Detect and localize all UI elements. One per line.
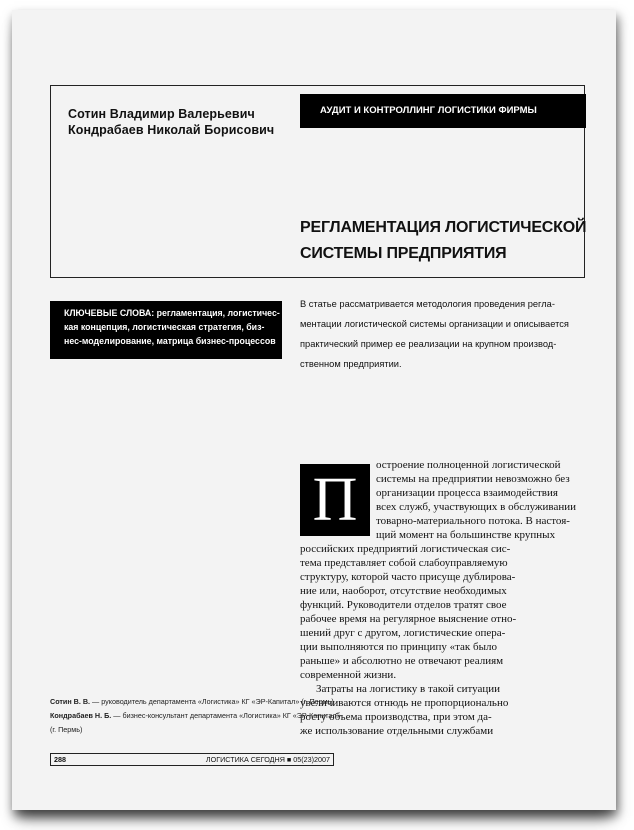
body-line: товарно-материального потока. В настоя- <box>376 515 570 527</box>
body-line: Затраты на логистику в такой ситуации <box>316 683 501 695</box>
body-line: функций. Руководители отделов тратят свое <box>300 599 507 611</box>
keywords-line: КЛЮЧЕВЫЕ СЛОВА: регламентация, логистичес- <box>64 308 280 318</box>
title-line: РЕГЛАМЕНТАЦИЯ ЛОГИСТИЧЕСКОЙ <box>300 219 587 236</box>
author-name: Кондрабаев Николай Борисович <box>68 123 275 137</box>
author-note-text: — руководитель департамента «Логистика» КГ «ЭР-Капитал» (г. Пермь) <box>90 697 334 706</box>
body-line: системы на предприятии невозможно без <box>376 473 570 485</box>
body-line: щий момент на большинстве крупных <box>376 529 556 541</box>
body-line: же использование отдельными службами <box>300 725 494 737</box>
body-line: росту объема производства, при этом да- <box>300 711 492 723</box>
article-title <box>300 215 587 267</box>
authors <box>68 106 274 138</box>
author-note-name: Сотин В. В. <box>50 697 91 706</box>
body-line: современной жизни. <box>300 669 397 681</box>
author-notes <box>50 695 340 737</box>
abstract <box>300 294 600 374</box>
body-line: раньше» и абсолютно не отвечают реалиям <box>300 655 504 667</box>
article-body <box>300 458 588 738</box>
author-note <box>50 695 340 709</box>
author-note-name: Кондрабаев Н. Б. <box>50 711 112 720</box>
keywords-line: кая концепция, логистическая стратегия, биз- <box>64 322 265 332</box>
abstract-line: ментации логистической системы организации и описывается <box>300 319 569 329</box>
body-line: российских предприятий логистическая сис- <box>300 543 511 555</box>
journal-issue: ЛОГИСТИКА СЕГОДНЯ ■ 05(23)2007 <box>205 755 330 764</box>
body-line: ние или, наоборот, отсутствие необходимых <box>300 585 507 597</box>
body-line: шений друг с другом, логистические опера- <box>300 627 506 639</box>
body-line: рабочее время на регулярное выяснение отно- <box>300 613 517 625</box>
body-line: организации процесса взаимодействия <box>376 487 558 499</box>
body-line: всех служб, участвующих в обслуживании <box>376 501 577 513</box>
section-rubric: АУДИТ И КОНТРОЛЛИНГ ЛОГИСТИКИ ФИРМЫ <box>300 94 586 128</box>
body-line: тема представляет собой слабоуправляемую <box>300 557 508 569</box>
body-line: ции выполняются по принципу «так было <box>300 641 497 653</box>
abstract-line: В статье рассматривается методология проведения регла- <box>300 299 555 309</box>
title-line: СИСТЕМЫ ПРЕДПРИЯТИЯ <box>300 245 507 262</box>
page-number: 288 <box>54 755 66 764</box>
author-note-text: — бизнес-консультант департамента «Логистика» КГ «ЭР-Капитал» <box>111 711 341 720</box>
author-name: Сотин Владимир Валерьевич <box>68 107 255 121</box>
author-note <box>50 709 340 723</box>
abstract-line: ственном предприятии. <box>300 359 402 369</box>
magazine-page <box>12 10 616 810</box>
body-line: увеличиваются отнюдь не пропорционально <box>300 697 509 709</box>
body-line: остроение полноценной логистической <box>376 459 561 471</box>
body-line: структуру, которой часто присуще дублирова- <box>300 571 516 583</box>
drop-cap: П <box>300 464 370 536</box>
keywords-box <box>50 301 282 359</box>
keywords-line: нес-моделирование, матрица бизнес-процессов <box>64 336 276 346</box>
page-footer <box>50 753 334 766</box>
author-note-city: (г. Пермь) <box>50 725 83 734</box>
abstract-line: практический пример ее реализации на крупном производ- <box>300 339 557 349</box>
